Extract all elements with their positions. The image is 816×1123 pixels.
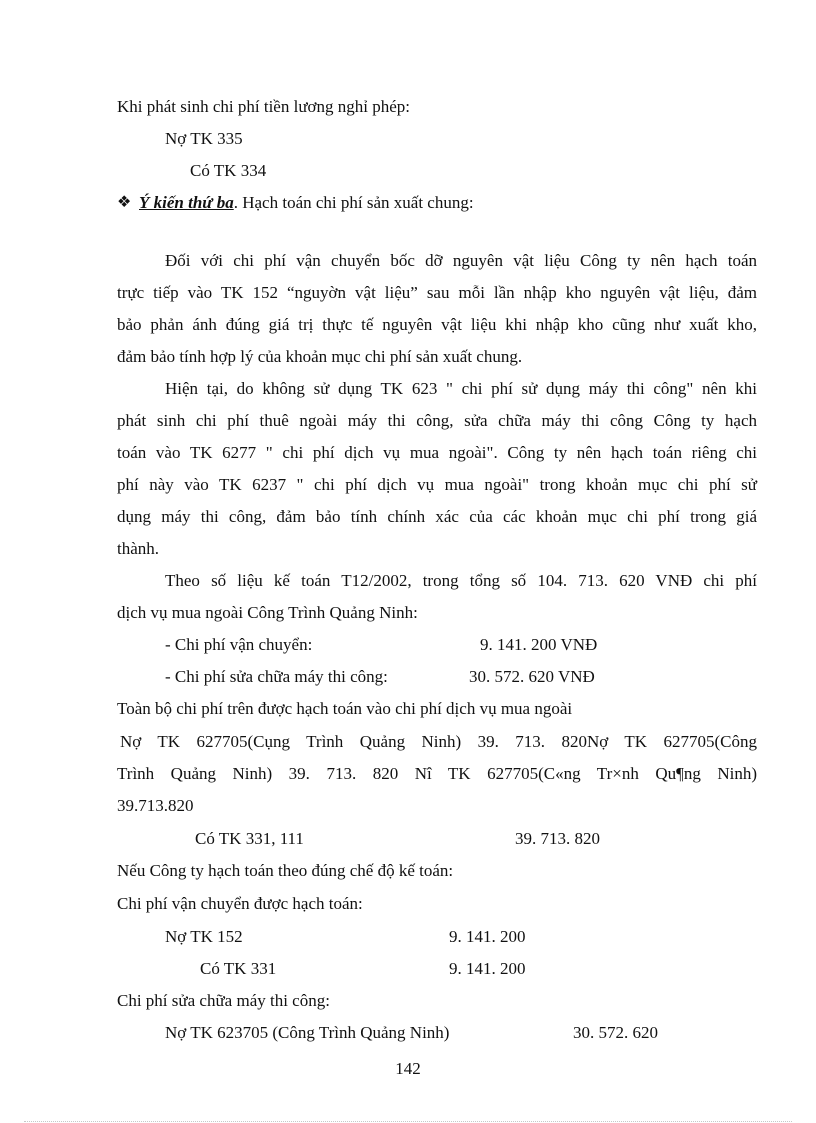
debit-value: 9. 141. 200 bbox=[449, 927, 526, 946]
section-heading bbox=[117, 193, 474, 213]
credit-value: 9. 141. 200 bbox=[449, 959, 526, 978]
garbled-line: 39.713.820 bbox=[117, 796, 194, 815]
debit-value: 30. 572. 620 bbox=[573, 1023, 658, 1042]
debit-entry: Nợ TK 623705 (Công Trình Quảng Ninh) bbox=[165, 1023, 450, 1042]
page-number: 142 bbox=[395, 1059, 421, 1078]
cost-item-label: - Chi phí vận chuyển: bbox=[165, 635, 313, 654]
credit-entry: Có TK 334 bbox=[190, 161, 267, 180]
paragraph-line: Hiện tại, do không sử dụng TK 623 " chi phí sử dụng máy thi công" nên khi bbox=[165, 379, 757, 398]
credit-entry: Có TK 331, 111 bbox=[195, 829, 304, 848]
paragraph-line: phát sinh chi phí thuê ngoài máy thi công, sửa chữa máy thi công Công ty hạch bbox=[117, 411, 757, 430]
text-line: Toàn bộ chi phí trên được hạch toán vào chi phí dịch vụ mua ngoài bbox=[117, 699, 573, 718]
cost-item-value: 30. 572. 620 VNĐ bbox=[469, 667, 595, 686]
debit-entry: Nợ TK 335 bbox=[165, 129, 243, 148]
paragraph-line: dịch vụ mua ngoài Công Trình Quảng Ninh: bbox=[117, 603, 418, 622]
cost-item-label: - Chi phí sửa chữa máy thi công: bbox=[165, 667, 388, 686]
heading-title: Ý kiến thứ ba bbox=[139, 193, 234, 212]
credit-entry: Có TK 331 bbox=[200, 959, 277, 978]
text-line: Khi phát sinh chi phí tiền lương nghỉ phép: bbox=[117, 97, 411, 116]
page-border bbox=[24, 1121, 792, 1122]
paragraph-line: phí này vào TK 6237 " chi phí dịch vụ mua ngoài" trong khoản mục chi phí sử bbox=[117, 475, 757, 494]
text-line: Nếu Công ty hạch toán theo đúng chế độ kế toán: bbox=[117, 861, 454, 880]
text-line: Chi phí sửa chữa máy thi công: bbox=[117, 991, 330, 1010]
paragraph-line: toán vào TK 6277 " chi phí dịch vụ mua ngoài". Công ty nên hạch toán riêng chi bbox=[117, 443, 757, 462]
paragraph-line: Theo số liệu kế toán T12/2002, trong tổng số 104. 713. 620 VNĐ chi phí bbox=[165, 571, 757, 590]
paragraph-line: trực tiếp vào TK 152 “nguyờn vật liệu” sau mỗi lần nhập kho nguyên vật liệu, đảm bbox=[117, 283, 757, 302]
paragraph-line: dụng máy thi công, đảm bảo tính chính xác của các khoản mục chi phí trong giá bbox=[117, 507, 757, 526]
diamond-bullet-icon bbox=[117, 195, 131, 209]
credit-value: 39. 713. 820 bbox=[515, 829, 600, 848]
paragraph-line: đảm bảo tính hợp lý của khoản mục chi phí sản xuất chung. bbox=[117, 347, 523, 366]
garbled-line: Nợ TK 627705(Cụng Trình Quảng Ninh) 39. 713. 820Nợ TK 627705(Công bbox=[120, 732, 757, 751]
debit-entry: Nợ TK 152 bbox=[165, 927, 243, 946]
paragraph-line: Đối với chi phí vận chuyển bốc dỡ nguyên vật liệu Công ty nên hạch toán bbox=[165, 251, 757, 270]
paragraph-line: bảo phản ánh đúng giá trị thực tế nguyên vật liệu khi nhập kho cũng như xuất kho, bbox=[117, 315, 757, 334]
cost-item-value: 9. 141. 200 VNĐ bbox=[480, 635, 598, 654]
paragraph-line: thành. bbox=[117, 539, 160, 558]
garbled-line: Trình Quảng Ninh) 39. 713. 820 Nî TK 627705(C«ng Tr×nh Qu¶ng Ninh) bbox=[117, 764, 757, 783]
text-line: Chi phí vận chuyển được hạch toán: bbox=[117, 894, 363, 913]
heading-text: . Hạch toán chi phí sản xuất chung: bbox=[233, 193, 474, 212]
